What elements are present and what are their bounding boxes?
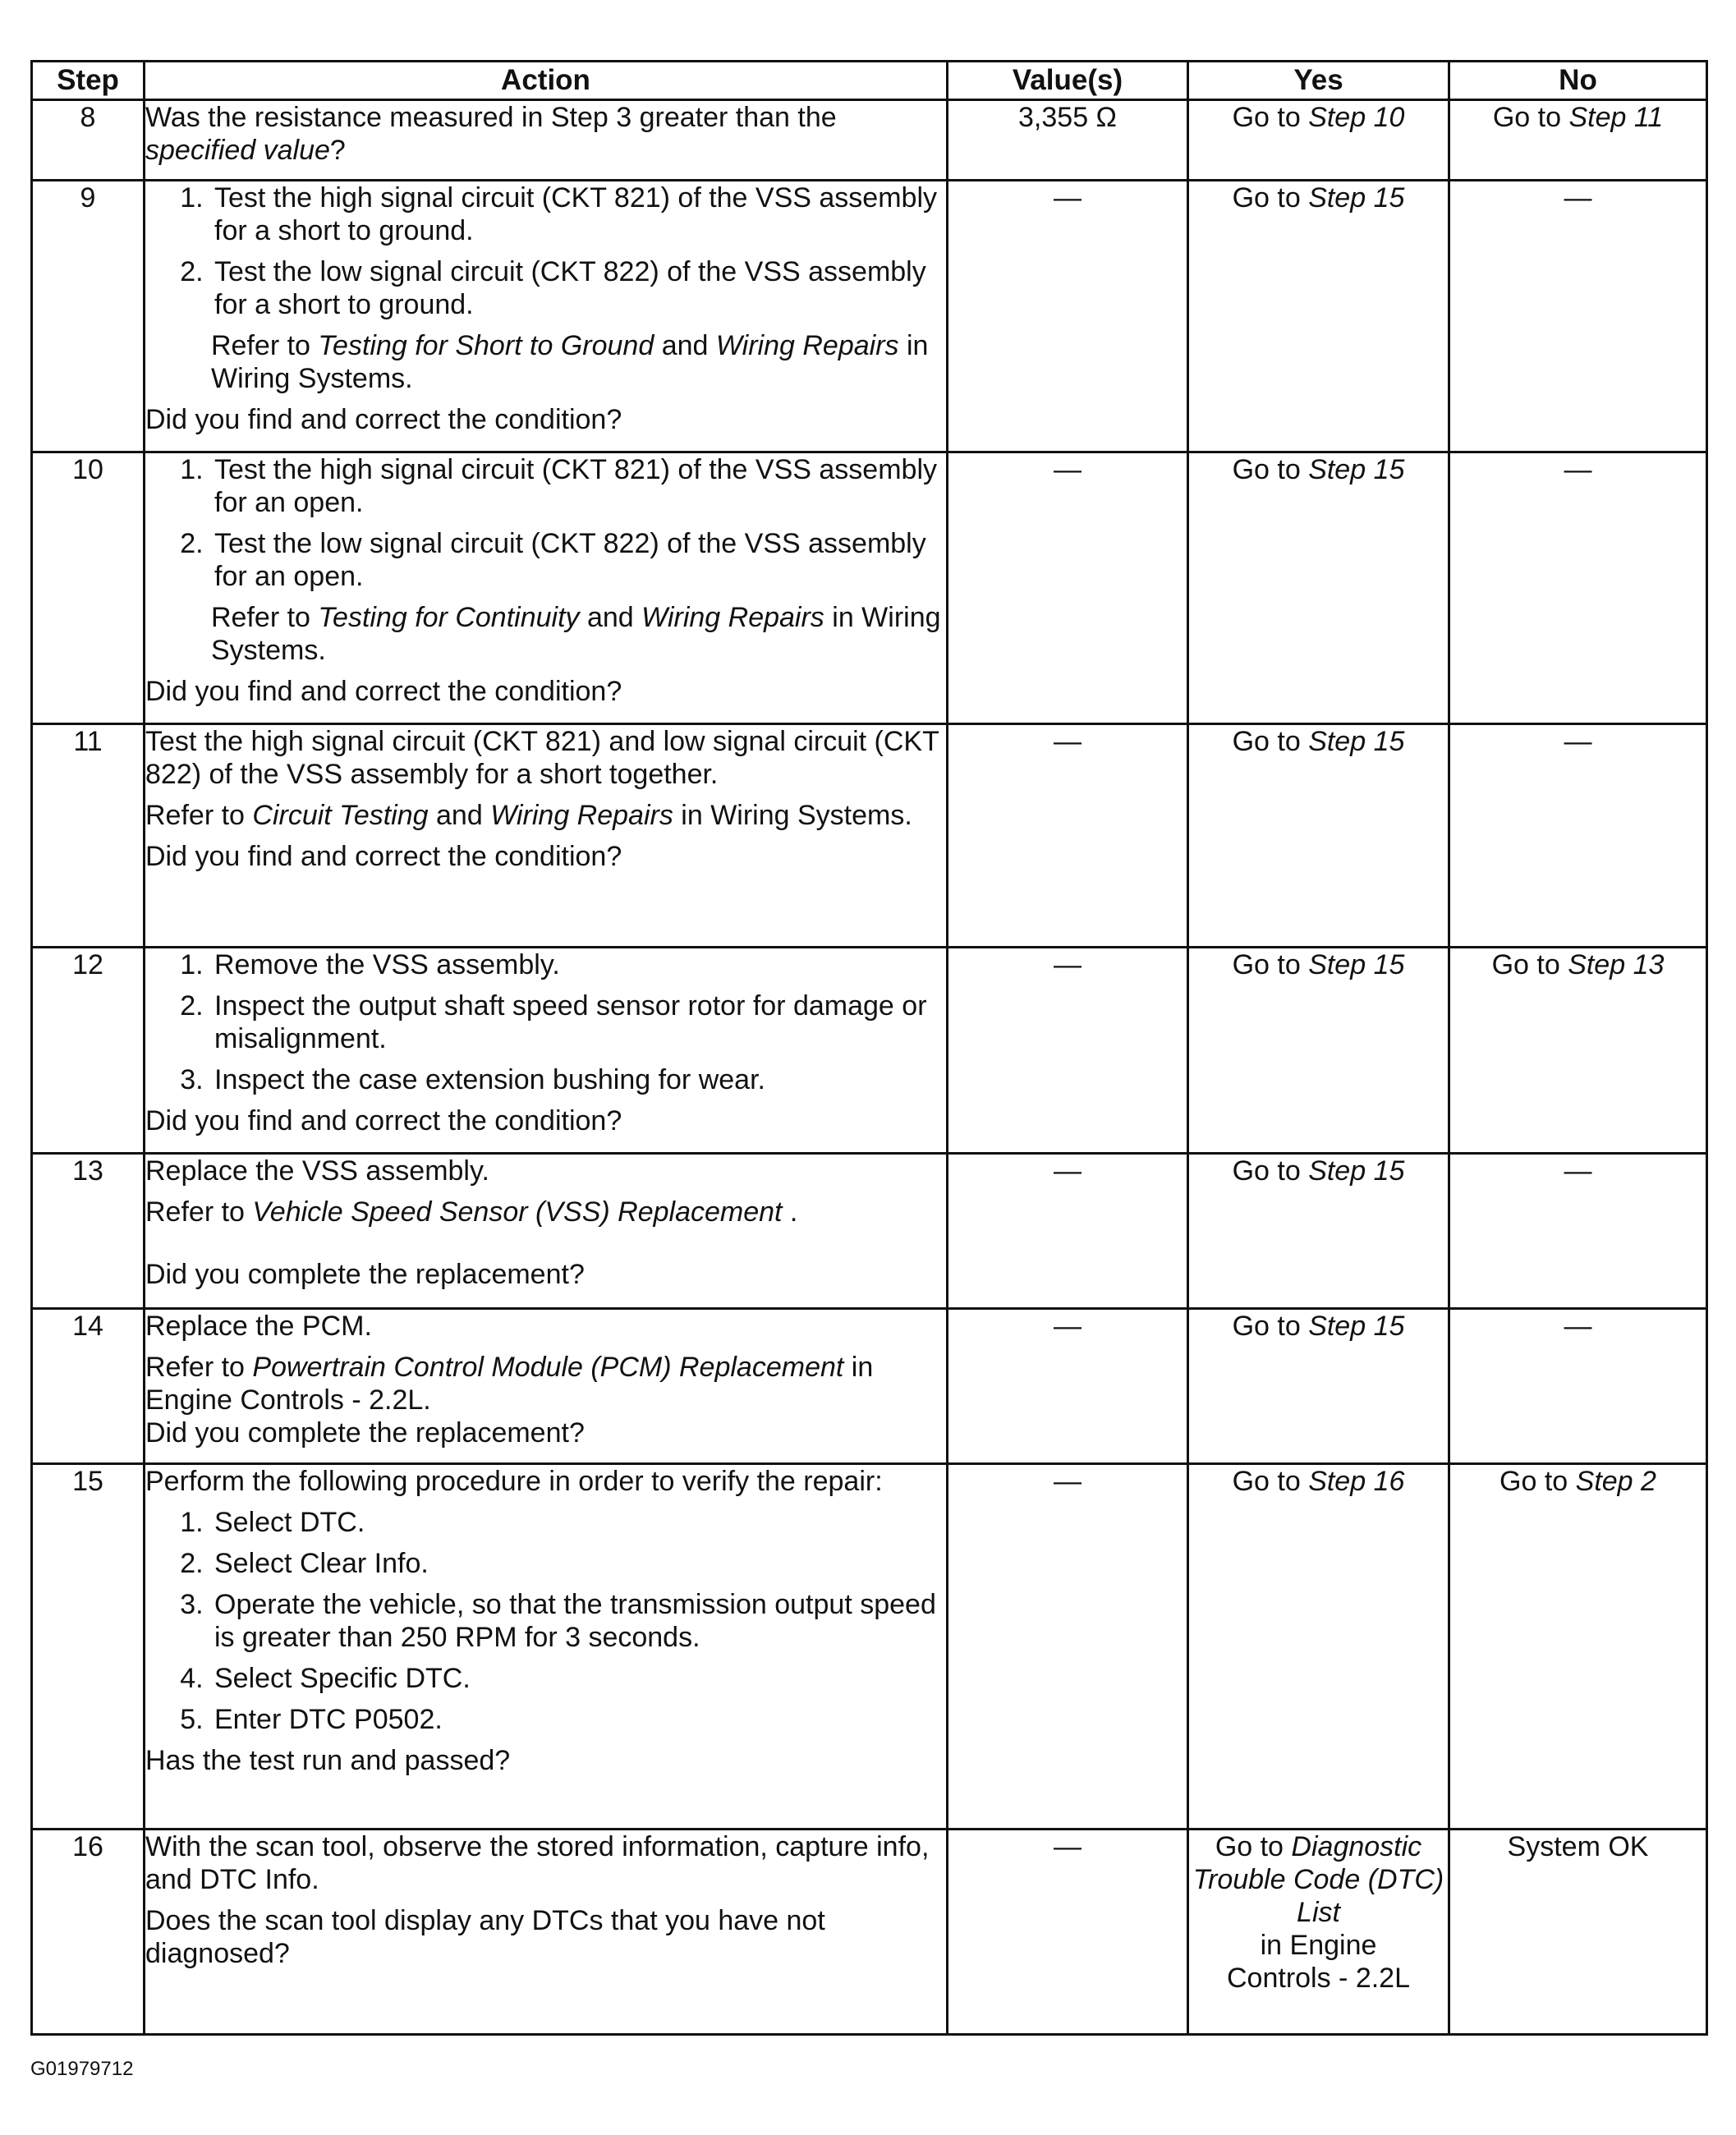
no-cell: System OK — [1449, 1830, 1707, 2035]
value-cell: 3,355 Ω — [948, 100, 1188, 181]
refer-text: Refer to Powertrain Control Module (PCM) Replacement in Engine Controls - 2.2L. — [145, 1352, 874, 1416]
list-item: 2. Test the low signal circuit (CKT 822) of the VSS assembly for a short to ground. — [211, 255, 946, 321]
table-row — [32, 1309, 1707, 1464]
action-cell — [145, 1154, 948, 1309]
action-list — [145, 181, 946, 321]
step-number: 9 — [32, 181, 145, 452]
figure-id: G01979712 — [30, 2058, 134, 2080]
list-item: 2. Test the low signal circuit (CKT 822) of the VSS assembly for an open. — [211, 527, 946, 593]
header-row — [32, 62, 1707, 100]
action-list — [145, 948, 946, 1096]
question-text: Did you find and correct the condition? — [145, 1105, 622, 1136]
no-cell: Go to Step 2 — [1449, 1464, 1707, 1830]
action-list — [145, 453, 946, 593]
refer-text: Refer to Circuit Testing and Wiring Repairs in Wiring Systems. — [145, 800, 912, 831]
table-row — [32, 100, 1707, 181]
action-text: With the scan tool, observe the stored information, capture info, and DTC Info. — [145, 1831, 930, 1895]
step-number: 11 — [32, 724, 145, 948]
question-text: Did you find and correct the condition? — [145, 676, 622, 707]
yes-cell: Go to Step 15 — [1188, 181, 1449, 452]
list-item: 2. Inspect the output shaft speed sensor rotor for damage or misalignment. — [211, 989, 946, 1055]
header-step: Step — [32, 62, 145, 100]
list-item: 1. Remove the VSS assembly. — [211, 948, 946, 981]
value-cell: — — [948, 1464, 1188, 1830]
value-cell: — — [948, 724, 1188, 948]
diagnostic-table — [30, 60, 1708, 2036]
step-number: 12 — [32, 948, 145, 1154]
no-cell: — — [1449, 1309, 1707, 1464]
question-text: Did you complete the replacement? — [145, 1417, 585, 1449]
step-number: 13 — [32, 1154, 145, 1309]
list-item: 5. Enter DTC P0502. — [211, 1703, 946, 1736]
action-cell — [145, 1830, 948, 2035]
action-cell — [145, 1309, 948, 1464]
value-cell: — — [948, 1309, 1188, 1464]
action-cell: Was the resistance measured in Step 3 greater than the specified value? — [145, 100, 948, 181]
step-number: 10 — [32, 452, 145, 724]
step-number: 16 — [32, 1830, 145, 2035]
list-item: 1. Test the high signal circuit (CKT 821) of the VSS assembly for a short to ground. — [211, 181, 946, 247]
action-cell — [145, 452, 948, 724]
value-cell: — — [948, 1154, 1188, 1309]
table-row — [32, 1464, 1707, 1830]
header-values: Value(s) — [948, 62, 1188, 100]
yes-cell: Go to Step 15 — [1188, 724, 1449, 948]
step-number: 8 — [32, 100, 145, 181]
no-cell: — — [1449, 452, 1707, 724]
action-text: Replace the VSS assembly. — [145, 1155, 489, 1187]
action-text: Test the high signal circuit (CKT 821) and low signal circuit (CKT 822) of the VSS assembly for a short together. — [145, 726, 939, 790]
yes-cell: Go to Step 15 — [1188, 948, 1449, 1154]
yes-cell: Go to Step 15 — [1188, 1309, 1449, 1464]
no-cell: — — [1449, 181, 1707, 452]
yes-cell: Go to Step 16 — [1188, 1464, 1449, 1830]
refer-text: Refer to Testing for Short to Ground and Wiring Repairs in Wiring Systems. — [211, 330, 929, 394]
action-text: Perform the following procedure in order to verify the repair: — [145, 1466, 883, 1497]
table-row — [32, 948, 1707, 1154]
yes-cell: Go to Step 15 — [1188, 452, 1449, 724]
question-text: Did you find and correct the condition? — [145, 841, 622, 872]
value-cell: — — [948, 1830, 1188, 2035]
table-row — [32, 1154, 1707, 1309]
yes-cell: Go to Step 10 — [1188, 100, 1449, 181]
list-item: 2. Select Clear Info. — [211, 1547, 946, 1580]
no-cell: — — [1449, 1154, 1707, 1309]
refer-text: Refer to Testing for Continuity and Wiring Repairs in Wiring Systems. — [211, 602, 941, 666]
action-cell — [145, 724, 948, 948]
no-cell: — — [1449, 724, 1707, 948]
value-cell: — — [948, 948, 1188, 1154]
action-cell — [145, 181, 948, 452]
action-cell — [145, 1464, 948, 1830]
list-item: 4. Select Specific DTC. — [211, 1662, 946, 1695]
question-text: Did you find and correct the condition? — [145, 404, 622, 435]
step-number: 14 — [32, 1309, 145, 1464]
action-list — [145, 1506, 946, 1736]
value-cell: — — [948, 181, 1188, 452]
no-cell: Go to Step 13 — [1449, 948, 1707, 1154]
question-text: Did you complete the replacement? — [145, 1259, 585, 1290]
table-row — [32, 181, 1707, 452]
table-row — [32, 1830, 1707, 2035]
header-no: No — [1449, 62, 1707, 100]
list-item: 3. Operate the vehicle, so that the transmission output speed is greater than 250 RPM for 3 seconds. — [211, 1588, 946, 1654]
list-item: 3. Inspect the case extension bushing for wear. — [211, 1063, 946, 1096]
yes-cell: Go to Diagnostic Trouble Code (DTC) List in Engine Controls - 2.2L — [1188, 1830, 1449, 2035]
header-action: Action — [145, 62, 948, 100]
list-item: 1. Select DTC. — [211, 1506, 946, 1539]
question-text: Does the scan tool display any DTCs that you have not diagnosed? — [145, 1905, 825, 1969]
value-cell: — — [948, 452, 1188, 724]
table-row — [32, 724, 1707, 948]
no-cell: Go to Step 11 — [1449, 100, 1707, 181]
header-yes: Yes — [1188, 62, 1449, 100]
step-number: 15 — [32, 1464, 145, 1830]
yes-cell: Go to Step 15 — [1188, 1154, 1449, 1309]
list-item: 1. Test the high signal circuit (CKT 821) of the VSS assembly for an open. — [211, 453, 946, 519]
action-text: Replace the PCM. — [145, 1311, 372, 1342]
action-cell — [145, 948, 948, 1154]
question-text: Has the test run and passed? — [145, 1745, 511, 1776]
table-row — [32, 452, 1707, 724]
refer-text: Refer to Vehicle Speed Sensor (VSS) Replacement . — [145, 1196, 798, 1228]
